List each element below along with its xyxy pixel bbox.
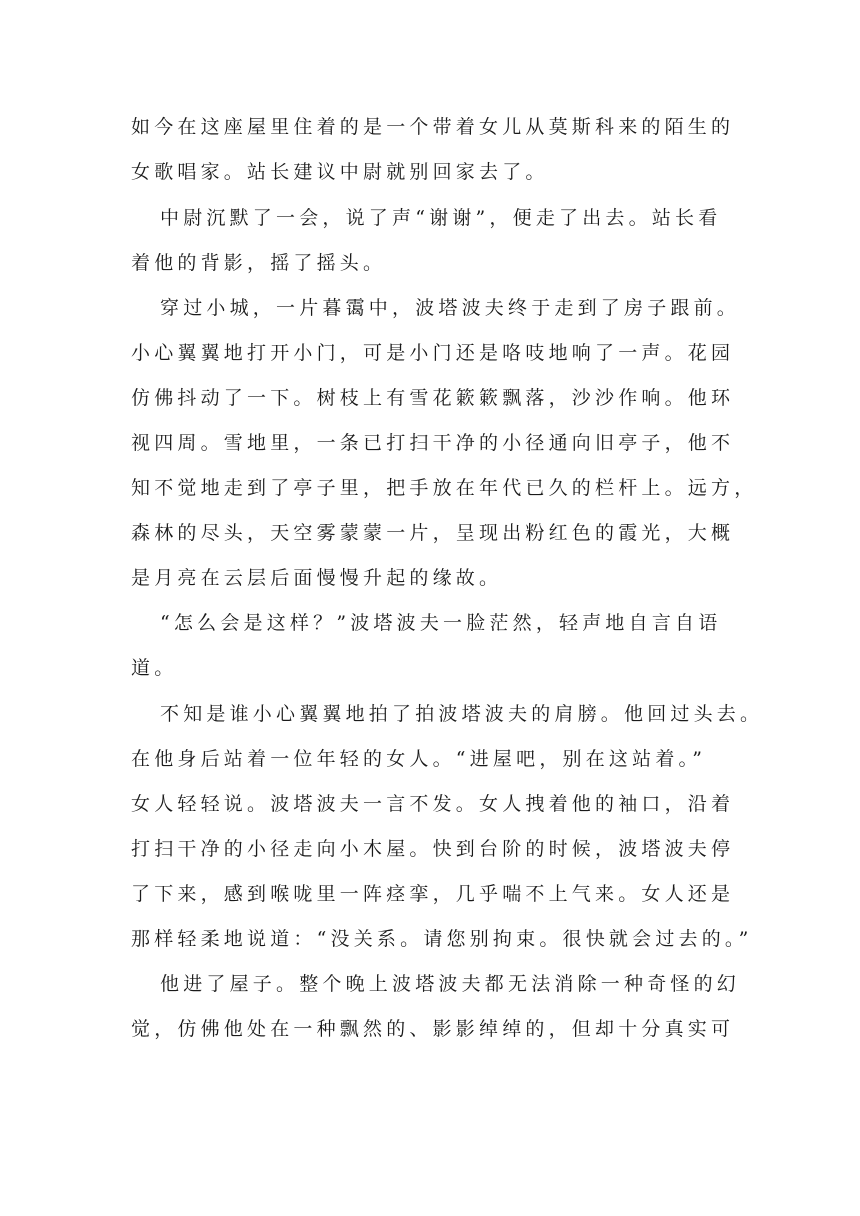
text-line: 视四周。雪地里，一条已打扫干净的小径通向旧亭子，他不 — [131, 432, 735, 454]
text-line: 那样轻柔地说道：“没关系。请您别拘束。很快就会过去的。” — [131, 928, 753, 950]
text-line: 是月亮在云层后面慢慢升起的缘故。 — [131, 567, 503, 589]
text-line: 穿过小城，一片暮霭中，波塔波夫终于走到了房子跟前。 — [160, 297, 741, 319]
text-line: 他进了屋子。整个晚上波塔波夫都无法消除一种奇怪的幻 — [160, 973, 741, 995]
text-line: 不知是谁小心翼翼地拍了拍波塔波夫的肩膀。他回过头去。 — [160, 703, 764, 725]
text-line: 如今在这座屋里住着的是一个带着女儿从莫斯科来的陌生的 — [131, 116, 735, 138]
text-line: 了下来，感到喉咙里一阵痉挛，几乎喘不上气来。女人还是 — [131, 883, 735, 905]
text-line: 小心翼翼地打开小门，可是小门还是咯吱地响了一声。花园 — [131, 342, 735, 364]
text-line: 觉，仿佛他处在一种飘然的、影影绰绰的，但却十分真实可 — [131, 1018, 735, 1040]
text-line: 着他的背影，摇了摇头。 — [131, 252, 387, 274]
text-line: 女歌唱家。站长建议中尉就别回家去了。 — [131, 161, 549, 183]
text-line: “怎么会是这样？”波塔波夫一脸茫然，轻声地自言自语 — [160, 612, 722, 634]
text-line: 知不觉地走到了亭子里，把手放在年代已久的栏杆上。远方， — [131, 477, 758, 499]
text-line: 在他身后站着一位年轻的女人。“进屋吧，别在这站着。” — [131, 748, 707, 770]
text-line: 道。 — [131, 657, 178, 679]
text-line: 女人轻轻说。波塔波夫一言不发。女人拽着他的袖口，沿着 — [131, 793, 735, 815]
text-line: 中尉沉默了一会，说了声“谢谢”，便走了出去。站长看 — [160, 207, 722, 229]
text-line: 仿佛抖动了一下。树枝上有雪花簌簌飘落，沙沙作响。他环 — [131, 387, 735, 409]
text-line: 打扫干净的小径走向小木屋。快到台阶的时候，波塔波夫停 — [131, 838, 735, 860]
text-line: 森林的尽头，天空雾蒙蒙一片，呈现出粉红色的霞光，大概 — [131, 522, 735, 544]
